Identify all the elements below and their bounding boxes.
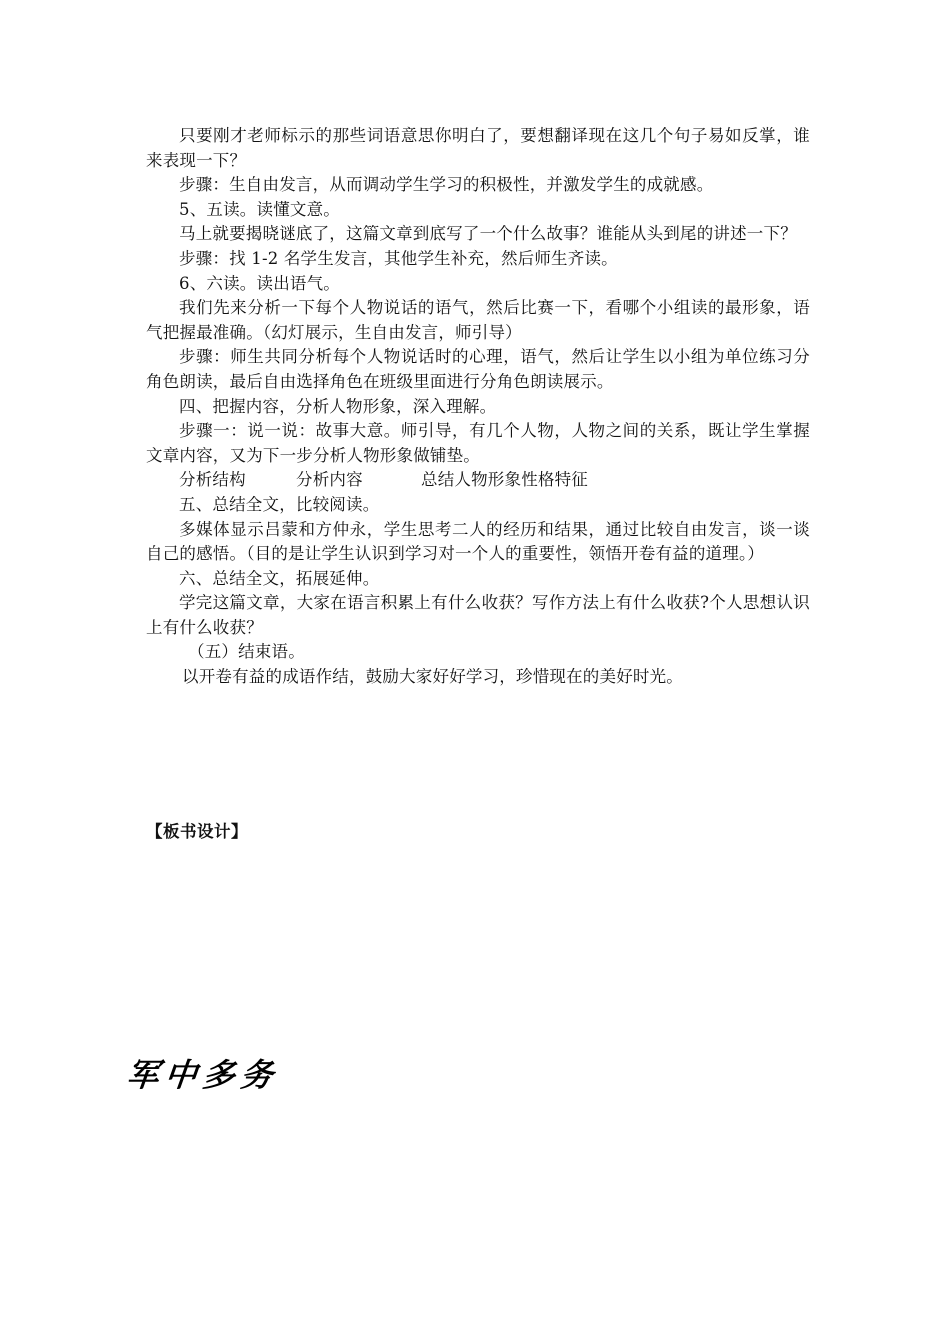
calligraphy-logo: 军中多务 [124, 1056, 281, 1094]
paragraph: 学完这篇文章，大家在语言积累上有什么收获？写作方法上有什么收获?个人思想认识上有什么收获？ [146, 593, 810, 637]
paragraph: 四、把握内容，分析人物形象，深入理解。 [179, 396, 497, 416]
paragraph: 步骤一：说一说：故事大意。师引导，有几个人物，人物之间的关系，既让学生掌握文章内容，又为下一步分析人物形象做铺垫。 [146, 421, 810, 465]
paragraph: 步骤：找 1-2 名学生发言，其他学生补充，然后师生齐读。 [179, 248, 618, 268]
structure-item: 分析内容 [296, 470, 363, 490]
lesson-body [146, 124, 810, 690]
paragraph: 六、总结全文，拓展延伸。 [179, 568, 380, 588]
paragraph: 马上就要揭晓谜底了，这篇文章到底写了一个什么故事？谁能从头到尾的讲述一下？ [179, 224, 797, 244]
paragraph: 步骤：生自由发言，从而调动学生学习的积极性，并激发学生的成就感。 [179, 175, 714, 195]
paragraph: 步骤：师生共同分析每个人物说话时的心理，语气，然后让学生以小组为单位练习分角色朗读，最后自由选择角色在班级里面进行分角色朗读展示。 [146, 347, 810, 391]
paragraph: 我们先来分析一下每个人物说话的语气，然后比赛一下，看哪个小组读的最形象，语气把握最准确。（幻灯展示，生自由发言，师引导） [146, 298, 810, 342]
structure-item: 总结人物形象性格特征 [421, 470, 588, 490]
board-design-heading: 【板书设计】 [146, 822, 248, 841]
structure-item: 分析结构 [179, 470, 246, 490]
structure-row [146, 468, 810, 493]
paragraph: 5、五读。读懂文意。 [179, 199, 340, 219]
paragraph: 只要刚才老师标示的那些词语意思你明白了，要想翻译现在这几个句子易如反掌，谁来表现一下？ [146, 126, 810, 170]
closing-text: 以开卷有益的成语作结，鼓励大家好好学习，珍惜现在的美好时光。 [182, 667, 683, 687]
paragraph: 6、六读。读出语气。 [179, 273, 340, 293]
closing-heading: （五）结束语。 [188, 642, 305, 662]
paragraph: 多媒体显示吕蒙和方仲永，学生思考二人的经历和结果，通过比较自由发言，谈一谈自己的感悟。（目的是让学生认识到学习对一个人的重要性，领悟开卷有益的道理。） [146, 519, 810, 564]
paragraph: 五、总结全文，比较阅读。 [179, 494, 380, 514]
